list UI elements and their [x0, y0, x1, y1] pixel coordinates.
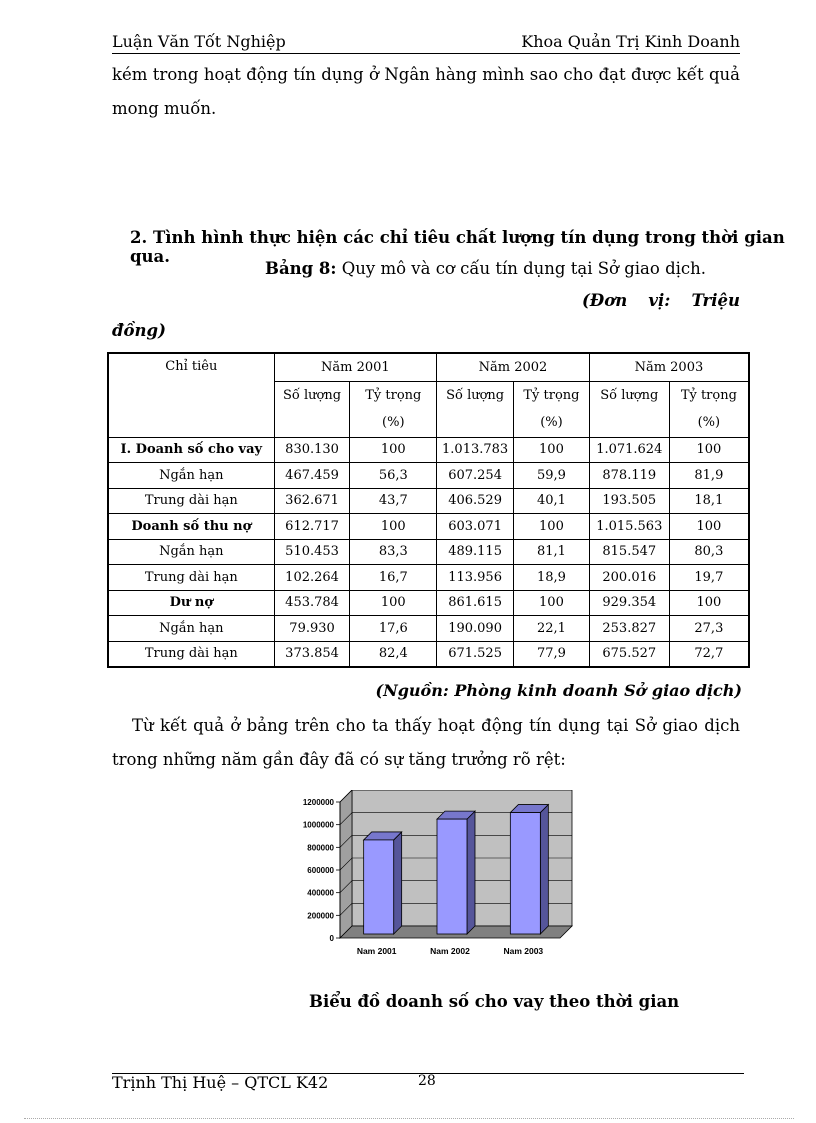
header-left: Luận Văn Tốt Nghiệp	[112, 32, 286, 51]
sub-header-share: Tỷ trọng	[514, 381, 590, 409]
cell-share: 80,3	[669, 539, 749, 565]
bar	[437, 819, 467, 934]
cell-amount: 113.956	[437, 565, 514, 591]
credit-table	[107, 352, 750, 668]
table-row	[108, 488, 749, 514]
cell-amount: 102.264	[274, 565, 350, 591]
row-label: Ngắn hạn	[108, 616, 274, 642]
cell-amount: 453.784	[274, 590, 350, 616]
row-label: Doanh số thu nợ	[108, 514, 274, 540]
x-tick-label: Nam 2003	[503, 946, 544, 956]
cell-share: 100	[514, 590, 590, 616]
cell-amount: 253.827	[589, 616, 669, 642]
cell-share: 100	[514, 514, 590, 540]
cell-amount: 675.527	[589, 641, 669, 667]
row-label: Ngắn hạn	[108, 539, 274, 565]
cell-amount: 467.459	[274, 463, 350, 489]
cell-amount: 510.453	[274, 539, 350, 565]
cell-amount: 200.016	[589, 565, 669, 591]
table-row	[108, 590, 749, 616]
y-tick-label: 0	[329, 934, 334, 943]
cell-share: 16,7	[350, 565, 437, 591]
cell-share: 100	[669, 437, 749, 463]
row-label: Trung dài hạn	[108, 641, 274, 667]
row-label: Trung dài hạn	[108, 565, 274, 591]
sub-header-pct: (%)	[514, 409, 590, 437]
header-right: Khoa Quản Trị Kinh Doanh	[521, 32, 740, 51]
table-row	[108, 641, 749, 667]
sub-header-qty: Số lượng	[589, 381, 669, 409]
cell-amount: 603.071	[437, 514, 514, 540]
table-row	[108, 463, 749, 489]
x-tick-label: Nam 2002	[430, 946, 470, 956]
cell-share: 81,9	[669, 463, 749, 489]
cell-amount: 878.119	[589, 463, 669, 489]
cell-share: 22,1	[514, 616, 590, 642]
cell-share: 17,6	[350, 616, 437, 642]
page-edge	[24, 1118, 794, 1119]
loan-sales-chart	[290, 790, 580, 970]
cell-share: 83,3	[350, 539, 437, 565]
table-row	[108, 437, 749, 463]
bar-side	[540, 805, 548, 934]
row-label: Ngắn hạn	[108, 463, 274, 489]
bar-side	[467, 811, 475, 934]
table-row	[108, 514, 749, 540]
cell-amount: 607.254	[437, 463, 514, 489]
table-caption	[265, 259, 706, 278]
cell-share: 77,9	[514, 641, 590, 667]
unit-word-3: Triệu	[691, 291, 740, 310]
row-label: Dư nợ	[108, 590, 274, 616]
row-label: Trung dài hạn	[108, 488, 274, 514]
year-header: Năm 2003	[589, 353, 749, 381]
cell-share: 100	[514, 437, 590, 463]
sub-header-pct: (%)	[350, 409, 437, 437]
cell-amount: 612.717	[274, 514, 350, 540]
bar	[510, 813, 540, 934]
intro-paragraph: kém trong hoạt động tín dụng ở Ngân hàng mình sao cho đạt được kết quả mong muốn.	[112, 65, 740, 118]
cell-amount: 929.354	[589, 590, 669, 616]
col-header-indicator: Chỉ tiêu	[108, 353, 274, 437]
footer-author: Trịnh Thị Huệ – QTCL K42	[112, 1073, 329, 1092]
cell-share: 100	[669, 514, 749, 540]
cell-share: 100	[350, 514, 437, 540]
year-header: Năm 2002	[437, 353, 590, 381]
cell-amount: 1.015.563	[589, 514, 669, 540]
sub-header-qty: Số lượng	[437, 381, 514, 409]
y-tick-label: 1000000	[302, 820, 334, 830]
table-row	[108, 539, 749, 565]
sub-header-pct: (%)	[669, 409, 749, 437]
cell-share: 18,1	[669, 488, 749, 514]
year-header: Năm 2001	[274, 353, 437, 381]
bar-side	[394, 832, 402, 934]
cell-amount: 79.930	[274, 616, 350, 642]
cell-amount: 193.505	[589, 488, 669, 514]
cell-share: 27,3	[669, 616, 749, 642]
row-label: I. Doanh số cho vay	[108, 437, 274, 463]
sub-header-share: Tỷ trọng	[350, 381, 437, 409]
cell-share: 40,1	[514, 488, 590, 514]
y-tick-label: 400000	[307, 888, 334, 898]
table-row	[108, 565, 749, 591]
cell-share: 18,9	[514, 565, 590, 591]
unit-note	[582, 291, 740, 310]
cell-share: 72,7	[669, 641, 749, 667]
page-number: 28	[418, 1073, 436, 1089]
cell-amount: 406.529	[437, 488, 514, 514]
unit-word-1: (Đơn	[582, 291, 628, 310]
table-caption-label: Bảng 8:	[265, 259, 337, 278]
unit-word-2: vị:	[648, 291, 671, 310]
unit-note-cont: đồng)	[112, 321, 166, 340]
cell-share: 56,3	[350, 463, 437, 489]
table-caption-text: Quy mô và cơ cấu tín dụng tại Sở giao dịch.	[336, 259, 707, 278]
cell-share: 81,1	[514, 539, 590, 565]
y-tick-label: 600000	[307, 866, 334, 875]
cell-amount: 1.071.624	[589, 437, 669, 463]
cell-amount: 1.013.783	[437, 437, 514, 463]
y-tick-label: 1200000	[302, 798, 334, 807]
cell-amount: 362.671	[274, 488, 350, 514]
cell-share: 82,4	[350, 641, 437, 667]
x-tick-label: Nam 2001	[356, 946, 397, 956]
chart-title: Biểu đồ doanh số cho vay theo thời gian	[309, 992, 680, 1011]
bar	[364, 840, 394, 934]
cell-share: 100	[350, 437, 437, 463]
cell-share: 19,7	[669, 565, 749, 591]
body-paragraph	[112, 709, 740, 777]
header-rule	[112, 53, 740, 54]
cell-amount: 815.547	[589, 539, 669, 565]
cell-share: 100	[350, 590, 437, 616]
cell-amount: 861.615	[437, 590, 514, 616]
table-row	[108, 616, 749, 642]
cell-amount: 671.525	[437, 641, 514, 667]
cell-amount: 830.130	[274, 437, 350, 463]
section-heading: 2. Tình hình thực hiện các chỉ tiêu chất lượng tín dụng trong thời gian qua.	[130, 228, 785, 266]
cell-share: 100	[669, 590, 749, 616]
cell-share: 59,9	[514, 463, 590, 489]
sub-header-qty: Số lượng	[274, 381, 350, 409]
cell-amount: 373.854	[274, 641, 350, 667]
cell-amount: 190.090	[437, 616, 514, 642]
cell-share: 43,7	[350, 488, 437, 514]
y-tick-label: 200000	[307, 911, 334, 921]
table-source: (Nguồn: Phòng kinh doanh Sở giao dịch)	[375, 681, 742, 700]
cell-amount: 489.115	[437, 539, 514, 565]
y-tick-label: 800000	[307, 843, 334, 853]
body-paragraph-text: Từ kết quả ở bảng trên cho ta thấy hoạt động tín dụng tại Sở giao dịch trong những năm gần đây đã có sự tăng trưởng rõ rệt:	[112, 716, 740, 769]
sub-header-share: Tỷ trọng	[669, 381, 749, 409]
